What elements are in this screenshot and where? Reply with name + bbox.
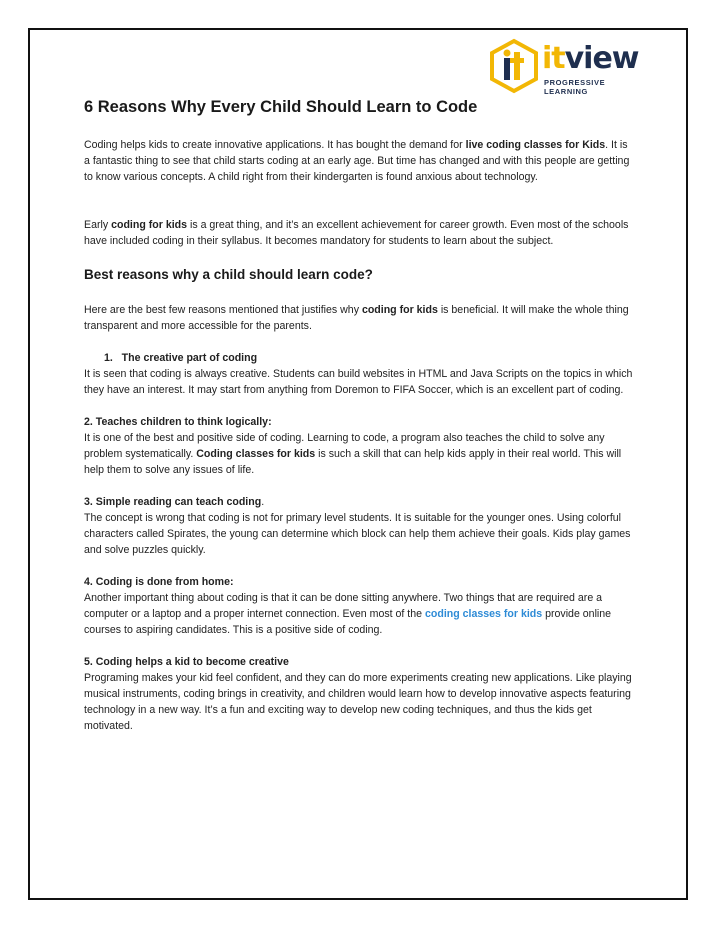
item2-paragraph — [84, 430, 636, 478]
item2-bold: Coding classes for kids — [196, 448, 316, 460]
item2-text-a: It is one of the best and positive side of coding. Learning to code, a program also teaches the child to solve any problem systematically. — [84, 432, 605, 460]
item3-text: The concept is wrong that coding is not for primary level students. It is suitable for the younger ones. Using colorful characters called Spirates, the young can determine which block can help them achieve their goals. Kids play games and solve puzzles quickly. — [84, 512, 631, 556]
article — [84, 96, 636, 734]
logo-wordmark-it: it — [542, 41, 565, 76]
intro-paragraph — [84, 137, 636, 185]
item3-title: 3. Simple reading can teach coding — [84, 496, 262, 508]
reasons-text-c: is beneficial. It will make the whole thing transparent and more accessible for the parents. — [84, 304, 629, 332]
early-bold: coding for kids — [111, 219, 188, 231]
reasons-bold: coding for kids — [361, 304, 438, 316]
early-text-c: is a great thing, and it’s an excellent achievement for career growth. Even most of the schools have included coding in their syllabus. It becomes mandatory for students to learn about the subject. — [84, 219, 629, 247]
item4-text-c: provide online courses to aspiring candidates. This is a positive side of coding. — [84, 608, 612, 636]
logo-tagline: PROGRESSIVE LEARNING — [544, 78, 606, 96]
item2-title: 2. Teaches children to think logically: — [84, 416, 272, 428]
page-title: 6 Reasons Why Every Child Should Learn to Code — [84, 98, 478, 116]
item4-paragraph — [84, 590, 636, 638]
coding-classes-link[interactable]: coding classes for kids — [424, 608, 543, 620]
early-paragraph — [84, 217, 636, 249]
item3-title-line — [84, 494, 636, 510]
logo-wordmark — [542, 42, 639, 76]
item4-text-a: Another important thing about coding is that it can be done sitting anywhere. Two things that are required are a computer or a laptop and a proper internet connection. Even most of the — [84, 592, 603, 620]
section-heading: Best reasons why a child should learn code? — [84, 267, 373, 282]
reasons-intro-paragraph — [84, 302, 636, 334]
hexagon-logo-icon — [486, 38, 542, 94]
itview-logo — [486, 38, 646, 94]
item5-title: 5. Coding helps a kid to become creative — [84, 656, 289, 668]
intro-text-c: . It is a fantastic thing to see that child starts coding at an early age. But time has changed and with this people are getting to know various concepts. A child right from their kindergarten is found anxious about technology. — [84, 139, 630, 183]
item2-text-c: is such a skill that can help kids apply in their real world. This will help them to solve any issues of life. — [84, 448, 622, 476]
intro-bold: live coding classes for Kids — [465, 139, 606, 151]
item1-text: It is seen that coding is always creative. Students can build websites in HTML and Java Scripts on the topics in which they have an interest. It may start from anything from Doremon to FIFA Soccer, which is an excellent part of coding. — [84, 368, 633, 396]
reasons-text-a: Here are the best few reasons mentioned that justifies why — [84, 304, 362, 316]
item3-title-suffix: . — [261, 496, 265, 508]
intro-text-a: Coding helps kids to create innovative applications. It has bought the demand for — [84, 139, 466, 151]
item4-title: 4. Coding is done from home: — [84, 576, 234, 588]
item5-text: Programing makes your kid feel confident, and they can do more experiments creating new applications. Like playing musical instruments, coding brings in creativity, and children would learn how to develop innovative aspects featuring technology in a new way. It’s a fun and exciting way to develop new coding techniques, and thus the kids get motivated. — [84, 672, 632, 732]
item1-title: 1. The creative part of coding — [104, 352, 258, 364]
logo-wordmark-view: view — [564, 41, 639, 76]
early-text-a: Early — [84, 219, 112, 231]
